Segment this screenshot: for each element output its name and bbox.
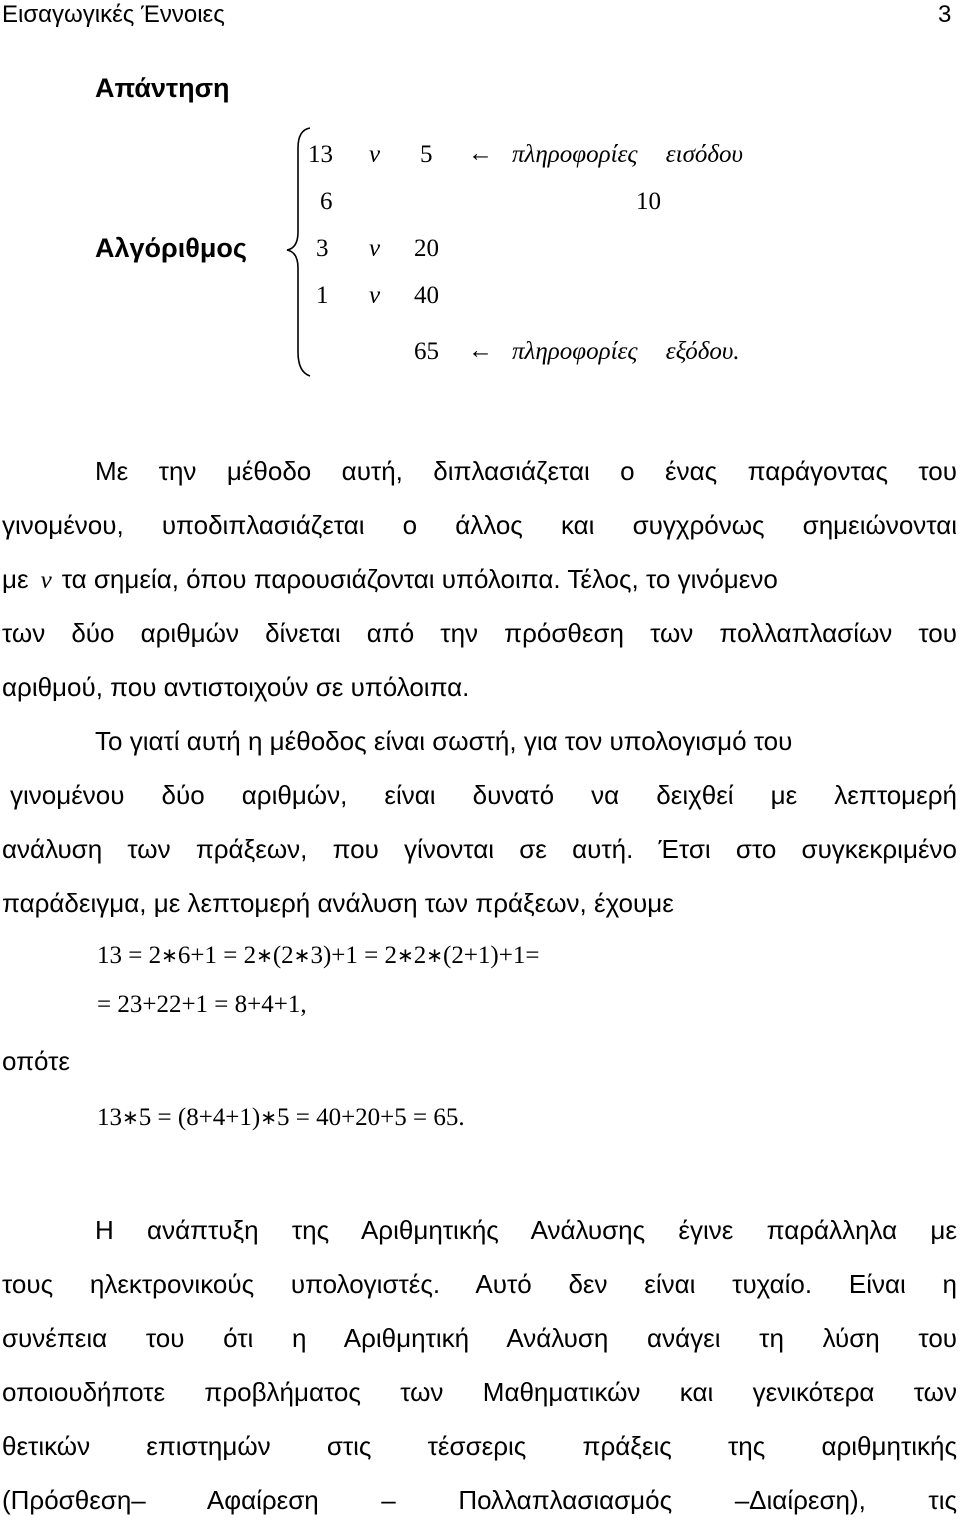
paragraph-line: Η ανάπτυξη της Αριθμητικής Ανάλυσης έγινε παράλληλα με bbox=[95, 1215, 957, 1245]
asterisk-operator: ∗ bbox=[260, 1107, 277, 1129]
asterisk-operator: ∗ bbox=[256, 945, 273, 967]
left-arrow-icon: ← bbox=[468, 337, 493, 364]
left-arrow-icon: ← bbox=[468, 140, 493, 167]
algorithm-row-4-right: 40 bbox=[414, 282, 439, 309]
algorithm-row-3-left: 3 bbox=[316, 235, 329, 262]
algorithm-row-1-left: 13 bbox=[308, 141, 333, 168]
equation-1 bbox=[97, 941, 539, 971]
algorithm-row-5-right: 65 bbox=[414, 338, 439, 365]
equation-part: (2+1)+1= bbox=[443, 942, 540, 969]
paragraph-line: θετικών επιστημών στις τέσσερις πράξεις της αριθμητικής bbox=[2, 1431, 957, 1461]
input-info-note: πληροφορίες εισόδου bbox=[512, 141, 743, 168]
algorithm-row-2-left: 6 bbox=[320, 188, 333, 215]
paragraph-line: Με την μέθοδο αυτή, διπλασιάζεται ο ένας παράγοντας του bbox=[95, 456, 957, 486]
paragraph-line: αριθμού, που αντιστοιχούν σε υπόλοιπα. bbox=[2, 672, 470, 702]
paragraph-line: παράδειγμα, με λεπτομερή ανάλυση των πράξεων, έχουμε bbox=[2, 888, 674, 918]
paragraph-line bbox=[2, 564, 957, 596]
paragraph-text: με bbox=[2, 564, 29, 594]
paragraph-line: των δύο αριθμών δίνεται από την πρόσθεση των πολλαπλασίων του bbox=[2, 618, 957, 648]
algorithm-label: Αλγόριθμος bbox=[95, 233, 247, 263]
paragraph-text: τα σημεία, όπου παρουσιάζονται υπόλοιπα. Τέλος, το γινόμενο bbox=[61, 564, 778, 594]
equation-part: 3)+1 = 2 bbox=[310, 942, 397, 969]
paragraph-line: ανάλυση των πράξεων, που γίνονται σε αυτή. Έτσι στο συγκεκριμένο bbox=[2, 834, 957, 864]
paragraph-line: Το γιατί αυτή η μέθοδος είναι σωστή, για τον υπολογισμό του bbox=[95, 726, 793, 756]
nu-symbol: ν bbox=[40, 567, 52, 594]
equation-part: 5 = 40+20+5 = 65. bbox=[276, 1104, 465, 1131]
equation-part: 13 = 2 bbox=[97, 942, 162, 969]
page-number: 3 bbox=[938, 1, 952, 28]
equation-part: 2 bbox=[413, 942, 427, 969]
opote-word: οπότε bbox=[2, 1046, 70, 1076]
asterisk-operator: ∗ bbox=[426, 945, 443, 967]
paragraph-line: συνέπεια του ότι η Αριθμητική Ανάλυση ανάγει τη λύση του bbox=[2, 1323, 957, 1353]
nu-symbol: ν bbox=[369, 141, 381, 168]
algorithm-row-3-right: 20 bbox=[414, 235, 439, 262]
paragraph-line: οποιουδήποτε προβλήματος των Μαθηματικών και γενικότερα των bbox=[2, 1377, 957, 1407]
algorithm-row-1-right: 5 bbox=[420, 141, 433, 168]
equation-part: 13 bbox=[97, 1104, 122, 1131]
running-header-title: Εισαγωγικές Έννοιες bbox=[2, 1, 225, 28]
output-info-note: πληροφορίες εξόδου. bbox=[512, 338, 740, 365]
algorithm-row-4-left: 1 bbox=[316, 282, 329, 309]
asterisk-operator: ∗ bbox=[396, 945, 414, 967]
paragraph-line: γινομένου δύο αριθμών, είναι δυνατό να δειχθεί με λεπτομερή bbox=[10, 780, 957, 810]
asterisk-operator: ∗ bbox=[293, 945, 311, 967]
equation-part: 6+1 = 2 bbox=[177, 942, 257, 969]
nu-symbol: ν bbox=[369, 235, 381, 262]
asterisk-operator: ∗ bbox=[122, 1107, 139, 1129]
paragraph-line: γινομένου, υποδιπλασιάζεται ο άλλος και συγχρόνως σημειώνονται bbox=[2, 510, 957, 540]
paragraph-line: τους ηλεκτρονικούς υπολογιστές. Αυτό δεν είναι τυχαίο. Είναι η bbox=[2, 1269, 957, 1299]
asterisk-operator: ∗ bbox=[161, 945, 178, 967]
algorithm-row-2-right: 10 bbox=[636, 188, 661, 215]
equation-2: = 23+22+1 = 8+4+1, bbox=[97, 991, 307, 1018]
equation-part: (2 bbox=[272, 942, 294, 969]
paragraph-line: (Πρόσθεση– Αφαίρεση – Πολλαπλασιασμός –Διαίρεση), τις bbox=[2, 1485, 957, 1515]
answer-heading: Απάντηση bbox=[95, 73, 230, 103]
equation-part: 5 = (8+4+1) bbox=[138, 1104, 261, 1131]
equation-3 bbox=[97, 1103, 465, 1133]
nu-symbol: ν bbox=[369, 282, 381, 309]
